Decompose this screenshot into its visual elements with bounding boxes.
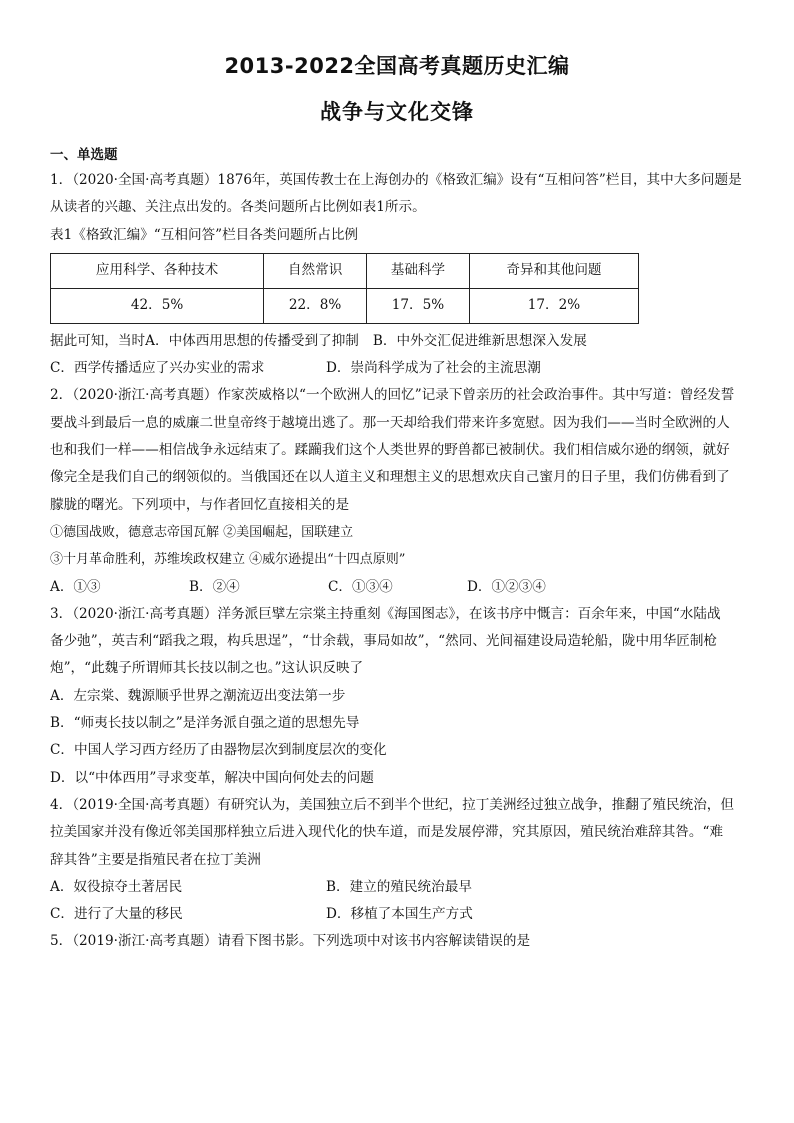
table-header-cell: 应用科学、各种技术 [51, 253, 264, 288]
q4-options-ab [50, 874, 756, 901]
q4-line-3: 辞其咎”主要是指殖民者在拉丁美洲 [50, 851, 261, 868]
q3-option-a[interactable]: A．左宗棠、魏源顺乎世界之潮流迈出变法第一步 [50, 687, 346, 704]
q1-options-cd [50, 355, 756, 382]
q3-line-2: 备少弛”，英吉利“蹈我之瑕，构兵思逞”，“廿余载，事局如故”，“然同、光间福建设局造轮船，陇中用华匠制枪 [50, 633, 718, 650]
table-header-row [51, 253, 639, 288]
q1-option-c[interactable]: C．西学传播适应了兴办实业的需求 [50, 360, 265, 377]
q2-items-1: ①德国战败，德意志帝国瓦解 ②美国崛起，国联建立 [50, 524, 354, 540]
q2-option-a[interactable]: A．①③ [50, 578, 101, 595]
q2-items-2: ③十月革命胜利，苏维埃政权建立 ④威尔逊提出“十四点原则” [50, 552, 406, 568]
section-heading: 一、单选题 [50, 147, 118, 163]
table-row [51, 288, 639, 323]
q3-line-1: 3．（2020·浙江·高考真题）洋务派巨擘左宗棠主持重刻《海国图志》，在该书序中慨言：百余年来，中国“水陆战 [50, 605, 721, 622]
q1-line-2: 从读者的兴趣、关注点出发的。各类问题所占比例如表1所示。 [50, 199, 426, 216]
q1-line-1: 1．（2020·全国·高考真题）1876年，英国传教士在上海创办的《格致汇编》设有“互相问答”栏目，其中大多问题是 [50, 172, 742, 188]
table-header-cell: 自然常识 [264, 253, 367, 288]
q1-option-b[interactable]: B．中外交汇促进维新思想深入发展 [372, 332, 587, 349]
q2-line-1: 2．（2020·浙江·高考真题）作家茨威格以“一个欧洲人的回忆”记录下曾亲历的社会政治事件。其中写道：曾经发誓 [50, 387, 735, 404]
table-cell: 22．8% [264, 288, 367, 323]
q3-line-3: 炮”，“此魏子所谓师其长技以制之也。”这认识反映了 [50, 660, 364, 677]
q4-line-1: 4．（2019·全国·高考真题）有研究认为，美国独立后不到半个世纪，拉丁美洲经过独立战争，推翻了殖民统治，但 [50, 796, 734, 813]
q1-option-d[interactable]: D．崇尚科学成为了社会的主流思潮 [326, 360, 541, 377]
q2-option-d[interactable]: D．①②③④ [467, 578, 546, 595]
table-cell: 17．2% [469, 288, 638, 323]
q3-option-c[interactable]: C．中国人学习西方经历了由器物层次到制度层次的变化 [50, 742, 387, 759]
q1-stem-tail: 据此可知，当时 [50, 332, 146, 349]
q1-table-caption: 表1《格致汇编》“互相问答”栏目各类问题所占比例 [50, 226, 359, 243]
q4-option-b[interactable]: B．建立的殖民统治最早 [326, 878, 472, 895]
table-header-cell: 奇异和其他问题 [469, 253, 638, 288]
page-title: 2013-2022全国高考真题历史汇编 [224, 54, 570, 78]
q2-option-c[interactable]: C．①③④ [328, 578, 393, 595]
q2-line-5: 朦胧的曙光。下列项中，与作者回忆直接相关的是 [50, 496, 350, 513]
q4-line-2: 拉美国家并没有像近邻美国那样独立后进入现代化的快车道，而是发展停滞，究其原因，殖民统治难辞其咎。“难 [50, 824, 724, 841]
q2-option-b[interactable]: B．②④ [189, 578, 240, 595]
q2-line-4: 像完全是我们自己的纲领似的。当俄国还在以人道主义和理想主义的思想欢庆自己蜜月的日子里，我们仿佛看到了 [50, 469, 730, 486]
q5-line-1: 5．（2019·浙江·高考真题）请看下图书影。下列选项中对该书内容解读错误的是 [50, 933, 531, 950]
questions-body [50, 167, 756, 956]
q2-options [50, 574, 756, 601]
q4-option-a[interactable]: A．奴役掠夺土著居民 [50, 878, 183, 895]
table-cell: 17．5% [367, 288, 470, 323]
table-header-cell: 基础科学 [367, 253, 470, 288]
q4-option-d[interactable]: D．移植了本国生产方式 [326, 906, 473, 923]
q4-options-cd [50, 901, 756, 928]
q2-line-2: 要战斗到最后一息的威廉二世皇帝终于越境出逃了。那一天却给我们带来许多宽慰。因为我们——当时全欧洲的人 [50, 414, 730, 431]
q4-option-c[interactable]: C．进行了大量的移民 [50, 906, 183, 923]
table-cell: 42．5% [51, 288, 264, 323]
q3-option-d[interactable]: D．以“中体西用”寻求变革，解决中国向何处去的问题 [50, 769, 374, 786]
q3-option-b[interactable]: B．“师夷长技以制之”是洋务派自强之道的思想先导 [50, 715, 360, 732]
q1-options-ab [50, 328, 756, 355]
q1-option-a[interactable]: A．中体西用思想的传播受到了抑制 [145, 332, 359, 349]
page-subtitle: 战争与文化交锋 [320, 100, 474, 124]
q2-line-3: 也和我们一样——相信战争永远结束了。蹂躏我们这个人类世界的野兽都已被制伏。我们相信威尔逊的纲领，就好 [50, 442, 730, 459]
q1-data-table [50, 253, 639, 324]
